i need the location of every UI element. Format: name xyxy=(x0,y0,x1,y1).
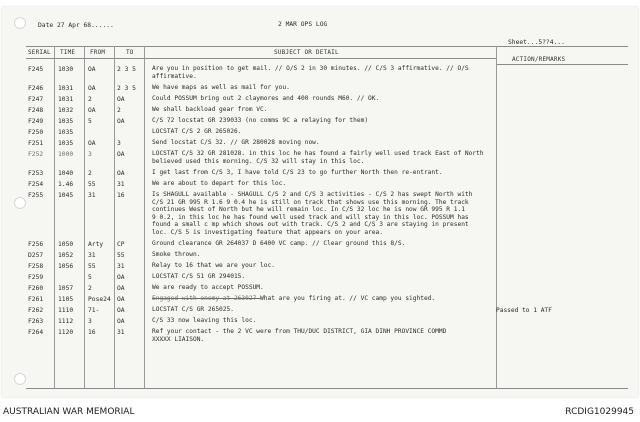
serial-cell: F255 xyxy=(28,192,44,199)
subject-cell: Ground clearance GR 264037 D 6400 VC camp. // Clear ground this 8/S. xyxy=(152,240,406,247)
subject-cell: LOCSTAT C/S 2 GR 265026. xyxy=(152,128,242,135)
table-row xyxy=(2,95,638,106)
table-bottom-rule xyxy=(26,388,628,389)
from-cell: 3 xyxy=(88,151,92,158)
subject-cell: LOCSTAT C/S 32 GR 281028. in this loc he has found a fairly well used track East of North believed used this morning. C/S 32 will stay in this loc. xyxy=(152,150,484,165)
col-subject: SUBJECT OR DETAIL xyxy=(274,49,339,56)
time-cell: 1110 xyxy=(58,307,74,314)
serial-cell: D257 xyxy=(28,252,44,259)
subject-cell: We shall backload gear from VC. xyxy=(152,106,268,113)
serial-cell: F259 xyxy=(28,274,44,281)
table-row xyxy=(2,284,638,295)
to-cell: 55 xyxy=(117,252,125,259)
from-cell: OA xyxy=(88,66,96,73)
to-cell: 2 3 5 xyxy=(117,66,136,73)
serial-cell: F253 xyxy=(28,170,44,177)
subject-cell: LOCSTAT C/S GR 265025. xyxy=(152,306,234,313)
table-row xyxy=(2,180,638,191)
subject-cell: C/S 33 now leaving this loc. xyxy=(152,317,257,324)
from-cell: 31 xyxy=(88,252,96,259)
table-row xyxy=(2,317,638,328)
to-cell: OA xyxy=(117,307,125,314)
to-cell: OA xyxy=(117,151,125,158)
table-row xyxy=(2,240,638,251)
serial-cell: F256 xyxy=(28,241,44,248)
table-row xyxy=(2,106,638,117)
serial-cell: F246 xyxy=(28,85,44,92)
table-row xyxy=(2,262,638,273)
table-top-rule xyxy=(26,46,628,47)
time-cell: 1056 xyxy=(58,263,74,270)
serial-cell: F250 xyxy=(28,129,44,136)
subject-cell: Relay to 16 that we are your loc. xyxy=(152,262,275,269)
serial-cell: F261 xyxy=(28,296,44,303)
time-cell: 1040 xyxy=(58,170,74,177)
punch-hole xyxy=(14,373,26,385)
from-cell: 2 xyxy=(88,96,92,103)
to-cell: 2 3 5 xyxy=(117,85,136,92)
serial-cell: F249 xyxy=(28,118,44,125)
subject-cell xyxy=(152,295,500,303)
time-cell: 1.46 xyxy=(58,181,74,188)
serial-cell: F248 xyxy=(28,107,44,114)
table-row xyxy=(2,328,638,343)
to-cell: 31 xyxy=(117,181,125,188)
table-row xyxy=(2,273,638,284)
to-cell: OA xyxy=(117,118,125,125)
time-cell: 1030 xyxy=(58,66,74,73)
from-cell: Pose24 xyxy=(88,296,111,303)
action-cell: Passed to 1 ATF xyxy=(496,307,552,314)
subject-cell: Ref your contact - the 2 VC were from THU/DUC DISTRICT, GIA DINH PROVINCE COMMD XXXXX LIAISON. xyxy=(152,328,447,343)
table-row xyxy=(2,150,638,165)
table-row xyxy=(2,251,638,262)
from-cell: 55 xyxy=(88,181,96,188)
to-cell: 2 xyxy=(117,107,121,114)
subject-cell: We are ready to accept POSSUM. xyxy=(152,284,264,291)
serial-cell: F252 xyxy=(28,151,44,158)
col-to: TO xyxy=(126,49,134,56)
serial-cell: F247 xyxy=(28,96,44,103)
time-cell: 1031 xyxy=(58,85,74,92)
to-cell: OA xyxy=(117,318,125,325)
time-cell: 1000 xyxy=(58,151,74,158)
log-date: Date 27 Apr 68...... xyxy=(38,22,114,29)
table-row xyxy=(2,169,638,180)
from-cell: OA xyxy=(88,107,96,114)
time-cell: 1052 xyxy=(58,252,74,259)
subject-cell: Send locstat C/S 32. // GR 280028 moving now. xyxy=(152,139,320,146)
subject-cell: Could POSSUM bring out 2 claymores and 400 rounds M60. // OK. xyxy=(152,95,380,102)
table-row xyxy=(2,117,638,128)
time-cell: 1031 xyxy=(58,96,74,103)
subject-cell: Is SHAGULL available - SHAGULL C/S 2 and C/S 3 activities - C/S 2 has swept North with C/S 21 GR 995 R 1.6 9 0.4 he is still on track that shows use this morning. The track continues West of North but he will remain loc. In C/S 32 loc he is now GR 995 R 1.1 9 0.2, in this loc he has found well used track and will stay in this loc. POSSUM has found a small c mp which shows out with track. C/S 2 and C/S 3 are staying in present loc. C/S 5 is investigating feature that appears on your area. xyxy=(152,191,473,236)
time-cell: 1035 xyxy=(58,129,74,136)
time-cell: 1032 xyxy=(58,107,74,114)
col-action: ACTION/REMARKS xyxy=(512,56,566,63)
serial-cell: F245 xyxy=(28,66,44,73)
sheet-number: Sheet...5??4... xyxy=(508,39,565,46)
to-cell: OA xyxy=(117,96,125,103)
table-row xyxy=(2,139,638,150)
subject-cell: I get last from C/S 3, I have told C/S 23 to go further North then re-entrant. xyxy=(152,169,443,176)
to-cell: OA xyxy=(117,274,125,281)
from-cell: OA xyxy=(88,85,96,92)
to-cell: OA xyxy=(117,285,125,292)
table-row xyxy=(2,191,638,236)
subject-cell: We are about to depart for this loc. xyxy=(152,180,287,187)
table-row xyxy=(2,306,638,317)
subject-cell: We have maps as well as mail for you. xyxy=(152,84,290,91)
serial-cell: F254 xyxy=(28,181,44,188)
serial-cell: F258 xyxy=(28,263,44,270)
log-sheet xyxy=(2,7,638,397)
subject-cell: Are you in position to get mail. // O/S 2 in 30 minutes. // C/S 3 affirmative. // O/S affirmative. xyxy=(152,65,469,80)
from-cell: OA xyxy=(88,140,96,147)
col-time: TIME xyxy=(60,49,76,56)
punch-hole xyxy=(14,17,26,29)
log-title: 2 MAR OPS LOG xyxy=(278,21,328,28)
subject-cell: LOCSTAT C/S 51 GR 294015. xyxy=(152,273,246,280)
to-cell: OA xyxy=(117,170,125,177)
archive-reference: RCDIG1029945 xyxy=(565,407,634,417)
table-row xyxy=(2,65,638,80)
from-cell: 71- xyxy=(88,307,100,314)
from-cell: 5 xyxy=(88,118,92,125)
archive-credit: AUSTRALIAN WAR MEMORIAL xyxy=(3,407,135,417)
serial-cell: F262 xyxy=(28,307,44,314)
from-cell: 16 xyxy=(88,329,96,336)
from-cell: 3 xyxy=(88,318,92,325)
from-cell: 2 xyxy=(88,170,92,177)
time-cell: 1050 xyxy=(58,241,74,248)
col-serial: SERIAL xyxy=(28,49,51,56)
struck-text: Engaged with enemy at 263027 xyxy=(152,295,261,302)
serial-cell: F251 xyxy=(28,140,44,147)
table-row xyxy=(2,295,638,306)
to-cell: OA xyxy=(117,296,125,303)
table-row xyxy=(2,128,638,139)
time-cell: 1120 xyxy=(58,329,74,336)
from-cell: Arty xyxy=(88,241,104,248)
time-cell: 1035 xyxy=(58,118,74,125)
subject-cell: Smoke thrown. xyxy=(152,251,201,258)
from-cell: 2 xyxy=(88,285,92,292)
time-cell: 1045 xyxy=(58,192,74,199)
header-rule xyxy=(26,58,496,59)
subject-cell: C/S 72 locstat GR 239033 (no comms 9C a relaying for them) xyxy=(152,117,369,124)
time-cell: 1105 xyxy=(58,296,74,303)
subject-text: What are you firing at. // VC camp you sighted. xyxy=(260,295,436,302)
serial-cell: F263 xyxy=(28,318,44,325)
to-cell: CP xyxy=(117,241,125,248)
time-cell: 1112 xyxy=(58,318,74,325)
to-cell: 16 xyxy=(117,192,125,199)
time-cell: 1057 xyxy=(58,285,74,292)
from-cell: 5 xyxy=(88,274,92,281)
table-row xyxy=(2,84,638,95)
time-cell: 1035 xyxy=(58,140,74,147)
to-cell: 31 xyxy=(117,263,125,270)
from-cell: 31 xyxy=(88,192,96,199)
serial-cell: F264 xyxy=(28,329,44,336)
serial-cell: F260 xyxy=(28,285,44,292)
to-cell: 31 xyxy=(117,329,125,336)
col-from: FROM xyxy=(90,49,106,56)
to-cell: 3 xyxy=(117,140,121,147)
from-cell: 55 xyxy=(88,263,96,270)
